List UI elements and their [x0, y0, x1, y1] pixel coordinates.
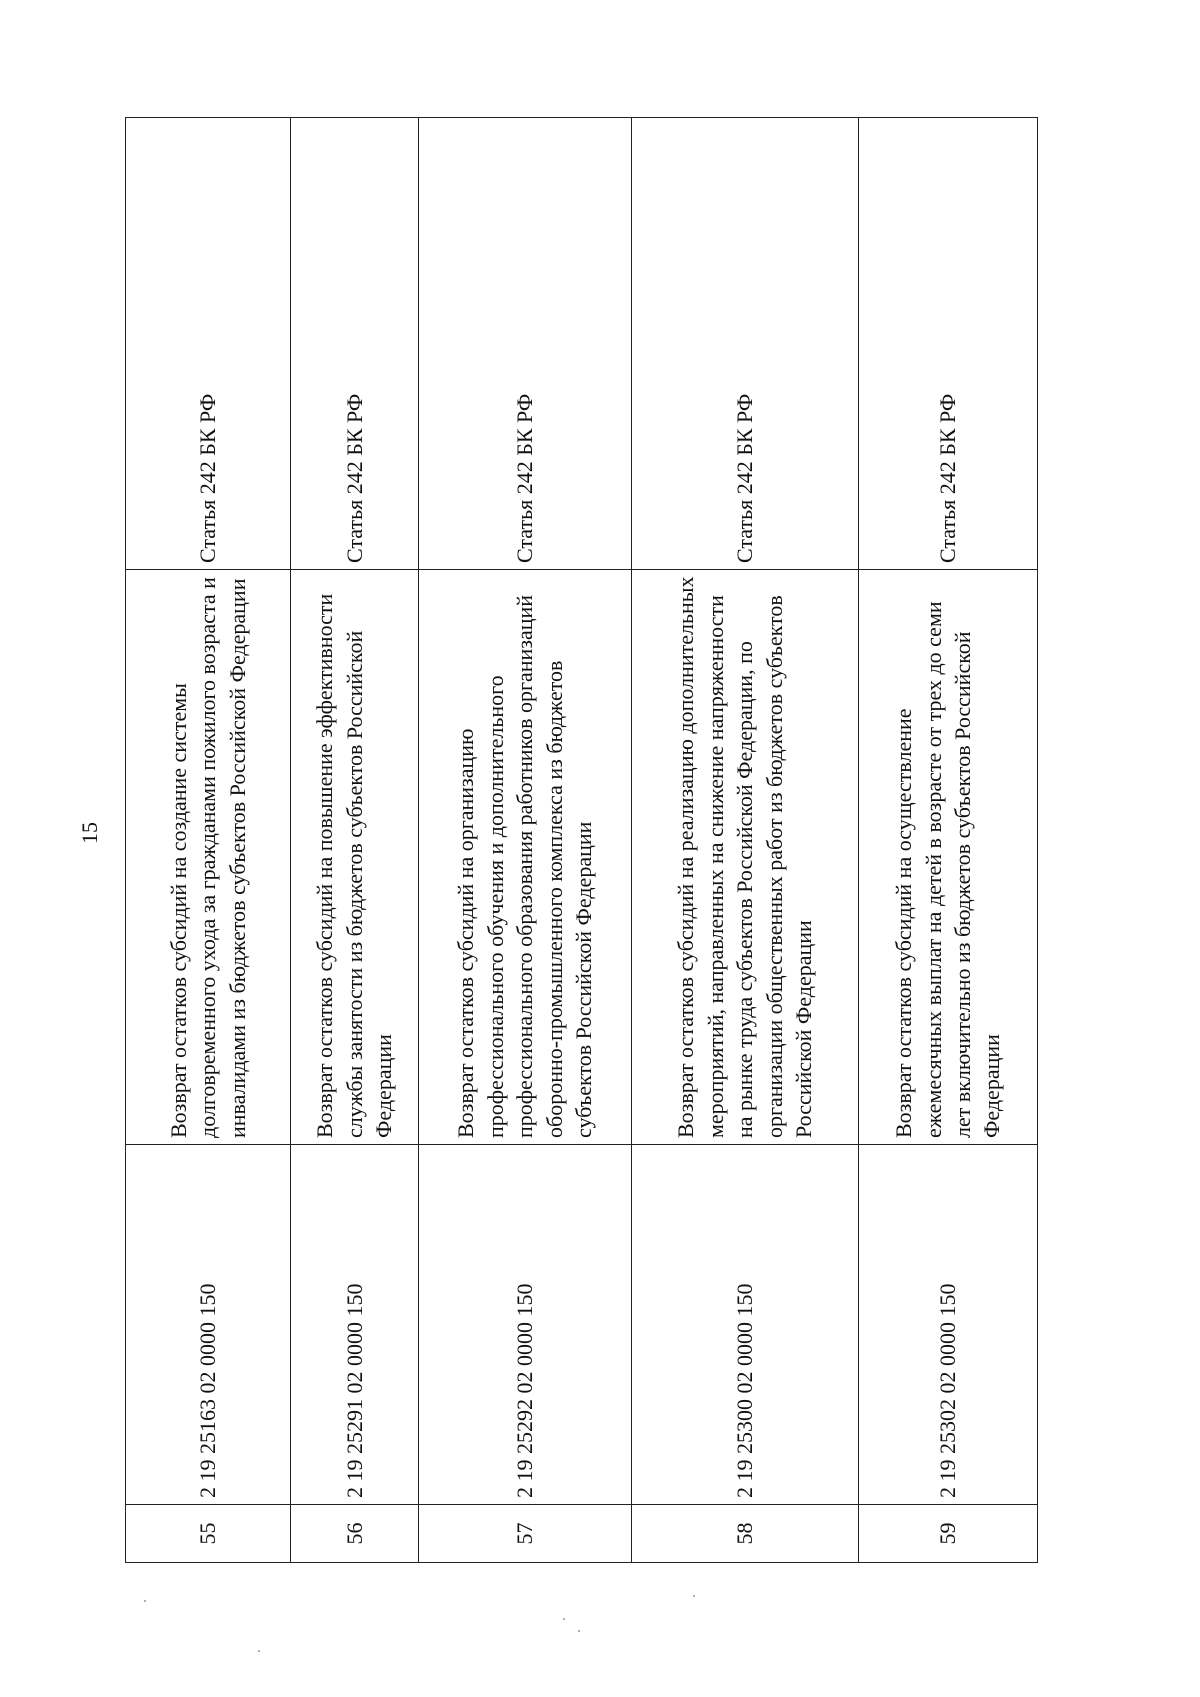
scan-speck	[693, 1595, 695, 1597]
table-row	[126, 118, 291, 1563]
scan-speck	[258, 1650, 260, 1652]
legal-basis: Статья 242 БК РФ	[126, 118, 291, 570]
scan-speck	[563, 1618, 565, 1620]
table-row	[632, 118, 859, 1563]
row-number: 56	[291, 1505, 419, 1563]
budget-code: 2 19 25291 02 0000 150	[291, 1145, 419, 1505]
row-description: Возврат остатков субсидий на организацию профессионального обучения и дополнительного профессионального образования работников организаций оборонно-промышленного комплекса из бюджетов субъектов Российской Федерации	[419, 570, 632, 1145]
legal-basis: Статья 242 БК РФ	[632, 118, 859, 570]
budget-code: 2 19 25302 02 0000 150	[859, 1145, 1038, 1505]
row-description: Возврат остатков субсидий на реализацию дополнительных мероприятий, направленных на снижение напряженности на рынке труда субъектов Российской Федерации, по организации общественных работ из бюджетов субъектов Российской Федерации	[632, 570, 859, 1145]
row-number: 59	[859, 1505, 1038, 1563]
legal-basis: Статья 242 БК РФ	[291, 118, 419, 570]
table-row	[419, 118, 632, 1563]
legal-basis: Статья 242 БК РФ	[859, 118, 1038, 570]
budget-codes-table	[125, 117, 1038, 1563]
row-number: 57	[419, 1505, 632, 1563]
row-description: Возврат остатков субсидий на осуществление ежемесячных выплат на детей в возрасте от трех до семи лет включительно из бюджетов субъектов Российской Федерации	[859, 570, 1038, 1145]
row-number: 55	[126, 1505, 291, 1563]
scan-speck	[578, 1630, 580, 1632]
budget-codes-table-container	[125, 118, 1037, 1563]
budget-code: 2 19 25292 02 0000 150	[419, 1145, 632, 1505]
row-number: 58	[632, 1505, 859, 1563]
table-row	[859, 118, 1038, 1563]
row-description: Возврат остатков субсидий на повышение эффективности службы занятости из бюджетов субъектов Российской Федерации	[291, 570, 419, 1145]
row-description: Возврат остатков субсидий на создание системы долговременного ухода за гражданами пожилого возраста и инвалидами из бюджетов субъектов Российской Федерации	[126, 570, 291, 1145]
scan-speck	[144, 1600, 146, 1602]
table-row	[291, 118, 419, 1563]
page-number: 15	[77, 822, 102, 844]
budget-code: 2 19 25300 02 0000 150	[632, 1145, 859, 1505]
legal-basis: Статья 242 БК РФ	[419, 118, 632, 570]
budget-code: 2 19 25163 02 0000 150	[126, 1145, 291, 1505]
